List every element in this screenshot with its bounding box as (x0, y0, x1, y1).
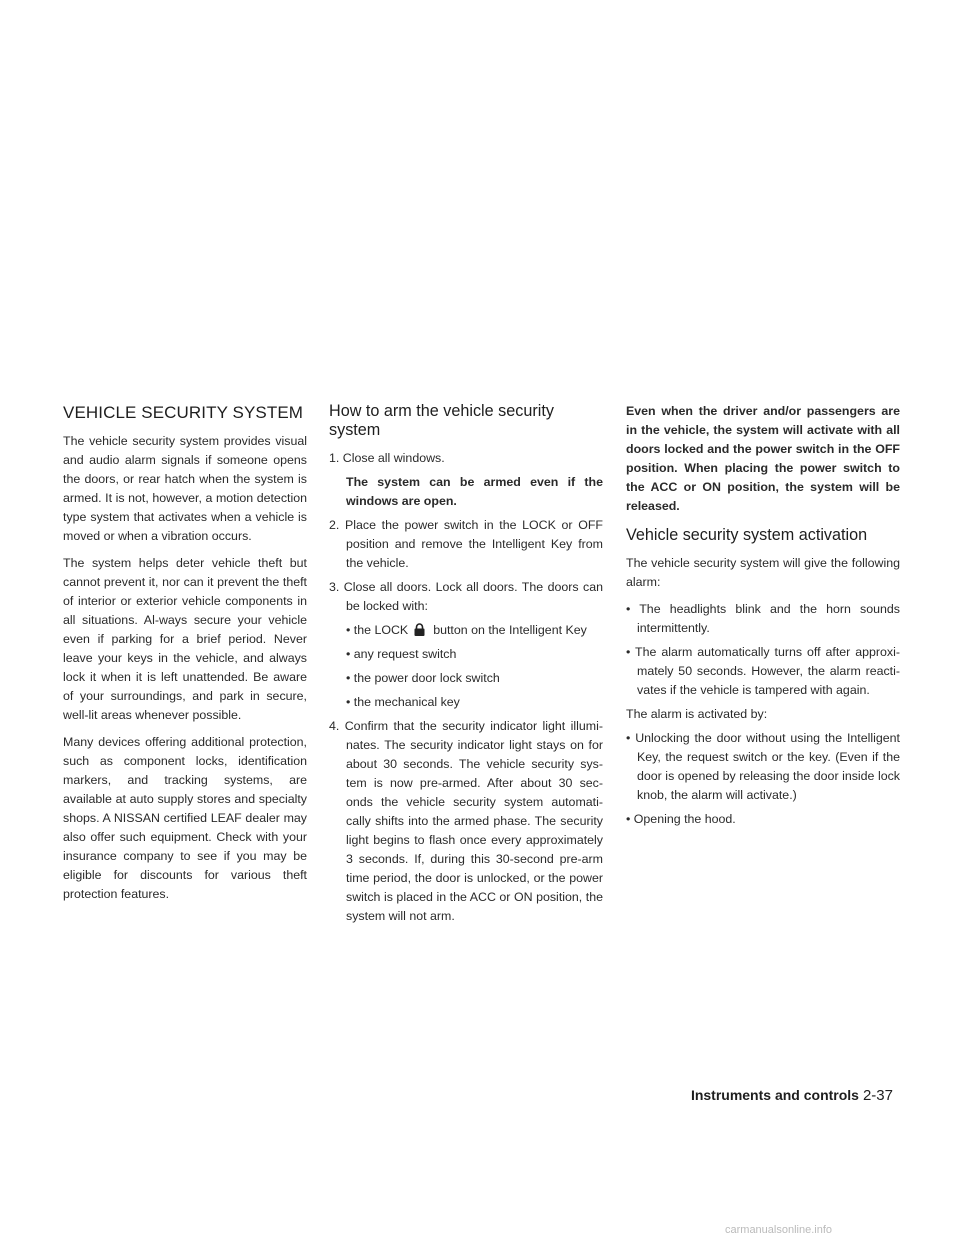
subsection-title-activation: Vehicle security system activation (626, 526, 868, 544)
page-footer (691, 1087, 893, 1104)
step-3: 3. Close all doors. Lock all doors. The doors can be locked with: (329, 580, 603, 613)
alarm-item-1: • The headlights blink and the horn sounds intermittently. (626, 602, 900, 635)
lock-option-4: • the mechanical key (346, 695, 460, 709)
paragraph-deter: The system helps deter vehicle theft but cannot prevent it, nor can it prevent the theft of interior or exterior vehicle components in all situations. Al-ways secure your vehicle even if parking for a brief period. Never leave your keys in the vehicle, and always lock it when it is left unattended. Be aware of your surroundings, and park in secure, well-lit areas whenever possible. (63, 556, 307, 722)
paragraph-devices: Many devices offering additional protection, such as component locks, identification markers, and tracking systems, are available at auto supply stores and specialty shops. A NISSAN certified LEAF dealer may also offer such equipment. Check with your insurance company to see if you may be eligible for discounts for various theft protection features. (63, 735, 307, 901)
step-4: 4. Confirm that the security indicator light illumi-nates. The security indicator light stays on for about 30 seconds. The vehicle security sys-tem is now pre-armed. After about 30 sec-onds the vehicle security system automati-cally shifts into the armed phase. The security light begins to flash once every approximately 3 seconds. If, during this 30-second pre-arm time period, the door is unlocked, or the power switch is placed in the ACC or ON position, the system will not arm. (329, 719, 603, 923)
page-number: 2-37 (862, 1087, 893, 1104)
step-1-note: The system can be armed even if the windows are open. (346, 475, 603, 508)
column-1 (63, 402, 307, 912)
lock-option-3: • the power door lock switch (346, 671, 500, 685)
lock-option-1-post: button on the Intelligent Key (433, 623, 587, 637)
activation-note: Even when the driver and/or passengers are in the vehicle, the system will activate with all doors locked and the power switch in the OFF position. When placing the power switch to the ACC or ON position, the system will be released. (626, 404, 900, 513)
lock-option-2: • any request switch (346, 647, 457, 661)
step-2: 2. Place the power switch in the LOCK or OFF position and remove the Intelligent Key from the vehicle. (329, 518, 603, 570)
watermark: carmanualsonline.info (725, 1224, 833, 1236)
subsection-title-arm: How to arm the vehicle security system (329, 402, 554, 439)
column-3 (626, 402, 900, 834)
alarm-intro: The vehicle security system will give the following alarm: (626, 556, 900, 589)
footer-section: Instruments and controls (690, 1087, 859, 1103)
section-title: VEHICLE SECURITY SYSTEM (63, 403, 304, 422)
column-2 (329, 402, 603, 931)
lock-icon (414, 623, 425, 636)
activation-item-1: • Unlocking the door without using the Intelligent Key, the request switch or the key. (Even if the door is opened by releasing the door inside lock knob, the alarm will activate.) (626, 731, 900, 802)
paragraph-intro: The vehicle security system provides visual and audio alarm signals if someone opens the doors, or rear hatch when the system is armed. It is not, however, a motion detection type system that activates when a vehicle is moved or when a vibration occurs. (63, 434, 307, 543)
activated-by-label: The alarm is activated by: (626, 707, 768, 721)
activation-item-2: • Opening the hood. (626, 812, 736, 826)
alarm-item-2: • The alarm automatically turns off after approxi-mately 50 seconds. However, the alarm reacti-vates if the vehicle is tampered with again. (626, 645, 900, 697)
lock-option-1 (329, 621, 603, 640)
lock-option-1-pre: • the LOCK (346, 623, 409, 637)
step-1: 1. Close all windows. (329, 451, 445, 465)
